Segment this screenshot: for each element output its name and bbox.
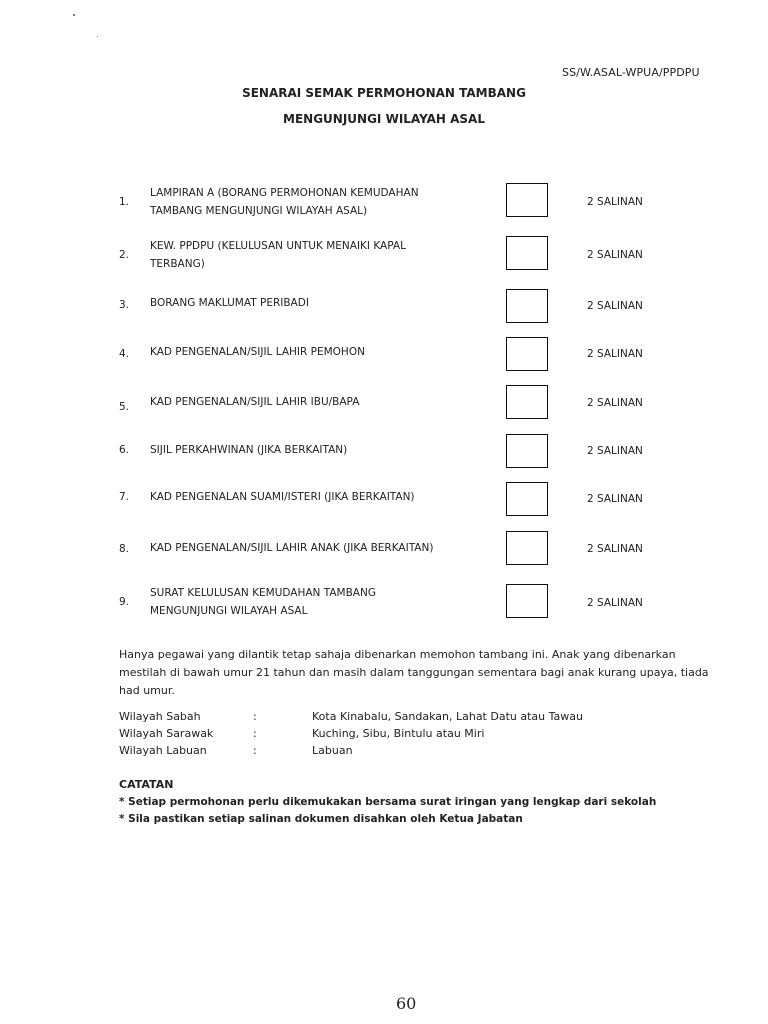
item-label: KAD PENGENALAN/SIJIL LAHIR PEMOHON	[150, 346, 365, 358]
region-name: Wilayah Labuan	[119, 744, 207, 757]
checkbox[interactable]	[506, 584, 548, 618]
item-label: KAD PENGENALAN/SIJIL LAHIR IBU/BAPA	[150, 396, 360, 408]
region-places: Kota Kinabalu, Sandakan, Lahat Datu atau Tawau	[312, 710, 583, 723]
item-label: KEW. PPDPU (KELULUSAN UNTUK MENAIKI KAPAL TERBANG)	[150, 240, 406, 270]
reference-code: SS/W.ASAL-WPUA/PPDPU	[562, 66, 700, 79]
scan-speck	[73, 14, 75, 16]
item-copies: 2 SALINAN	[587, 543, 643, 555]
item-number: 9.	[119, 596, 130, 608]
checkbox[interactable]	[506, 434, 548, 468]
note-item: * Setiap permohonan perlu dikemukakan bersama surat iringan yang lengkap dari sekolah	[119, 796, 657, 808]
region-name: Wilayah Sabah	[119, 710, 201, 723]
item-copies: 2 SALINAN	[587, 196, 643, 208]
document-title-line1: SENARAI SEMAK PERMOHONAN TAMBANG	[242, 86, 526, 100]
region-places: Kuching, Sibu, Bintulu atau Miri	[312, 727, 485, 740]
note-item: * Sila pastikan setiap salinan dokumen disahkan oleh Ketua Jabatan	[119, 813, 523, 825]
region-places: Labuan	[312, 744, 353, 757]
item-copies: 2 SALINAN	[587, 493, 643, 505]
region-separator: :	[253, 710, 257, 723]
item-label: SIJIL PERKAHWINAN (JIKA BERKAITAN)	[150, 444, 348, 456]
checkbox[interactable]	[506, 482, 548, 516]
item-number: 5.	[119, 401, 130, 413]
item-number: 2.	[119, 249, 130, 261]
checkbox[interactable]	[506, 236, 548, 270]
item-number: 1.	[119, 196, 130, 208]
item-label: BORANG MAKLUMAT PERIBADI	[150, 297, 309, 309]
page-number: 60	[396, 994, 417, 1013]
document-title-line2: MENGUNJUNGI WILAYAH ASAL	[283, 112, 485, 126]
item-label: SURAT KELULUSAN KEMUDAHAN TAMBANG MENGUNJUNGI WILAYAH ASAL	[150, 587, 376, 617]
item-label: KAD PENGENALAN SUAMI/ISTERI (JIKA BERKAITAN)	[150, 491, 415, 503]
item-copies: 2 SALINAN	[587, 597, 643, 609]
item-copies: 2 SALINAN	[587, 397, 643, 409]
checkbox[interactable]	[506, 183, 548, 217]
eligibility-paragraph: Hanya pegawai yang dilantik tetap sahaja dibenarkan memohon tambang ini. Anak yang dibenarkan mestilah di bawah umur 21 tahun dan masih dalam tanggungan sementara bagi anak kurang upaya, tiada had umur.	[119, 648, 709, 697]
item-label: LAMPIRAN A (BORANG PERMOHONAN KEMUDAHAN TAMBANG MENGUNJUNGI WILAYAH ASAL)	[150, 187, 419, 217]
item-label: KAD PENGENALAN/SIJIL LAHIR ANAK (JIKA BERKAITAN)	[150, 542, 434, 554]
item-number: 6.	[119, 444, 130, 456]
notes-heading: CATATAN	[119, 778, 174, 791]
item-copies: 2 SALINAN	[587, 249, 643, 261]
region-separator: :	[253, 727, 257, 740]
checkbox[interactable]	[506, 531, 548, 565]
item-number: 3.	[119, 299, 130, 311]
checkbox[interactable]	[506, 337, 548, 371]
item-copies: 2 SALINAN	[587, 445, 643, 457]
checkbox[interactable]	[506, 289, 548, 323]
item-number: 4.	[119, 348, 130, 360]
item-number: 7.	[119, 491, 130, 503]
region-name: Wilayah Sarawak	[119, 727, 214, 740]
item-copies: 2 SALINAN	[587, 348, 643, 360]
item-copies: 2 SALINAN	[587, 300, 643, 312]
checkbox[interactable]	[506, 385, 548, 419]
scan-speck	[97, 36, 98, 37]
item-number: 8.	[119, 543, 130, 555]
region-separator: :	[253, 744, 257, 757]
